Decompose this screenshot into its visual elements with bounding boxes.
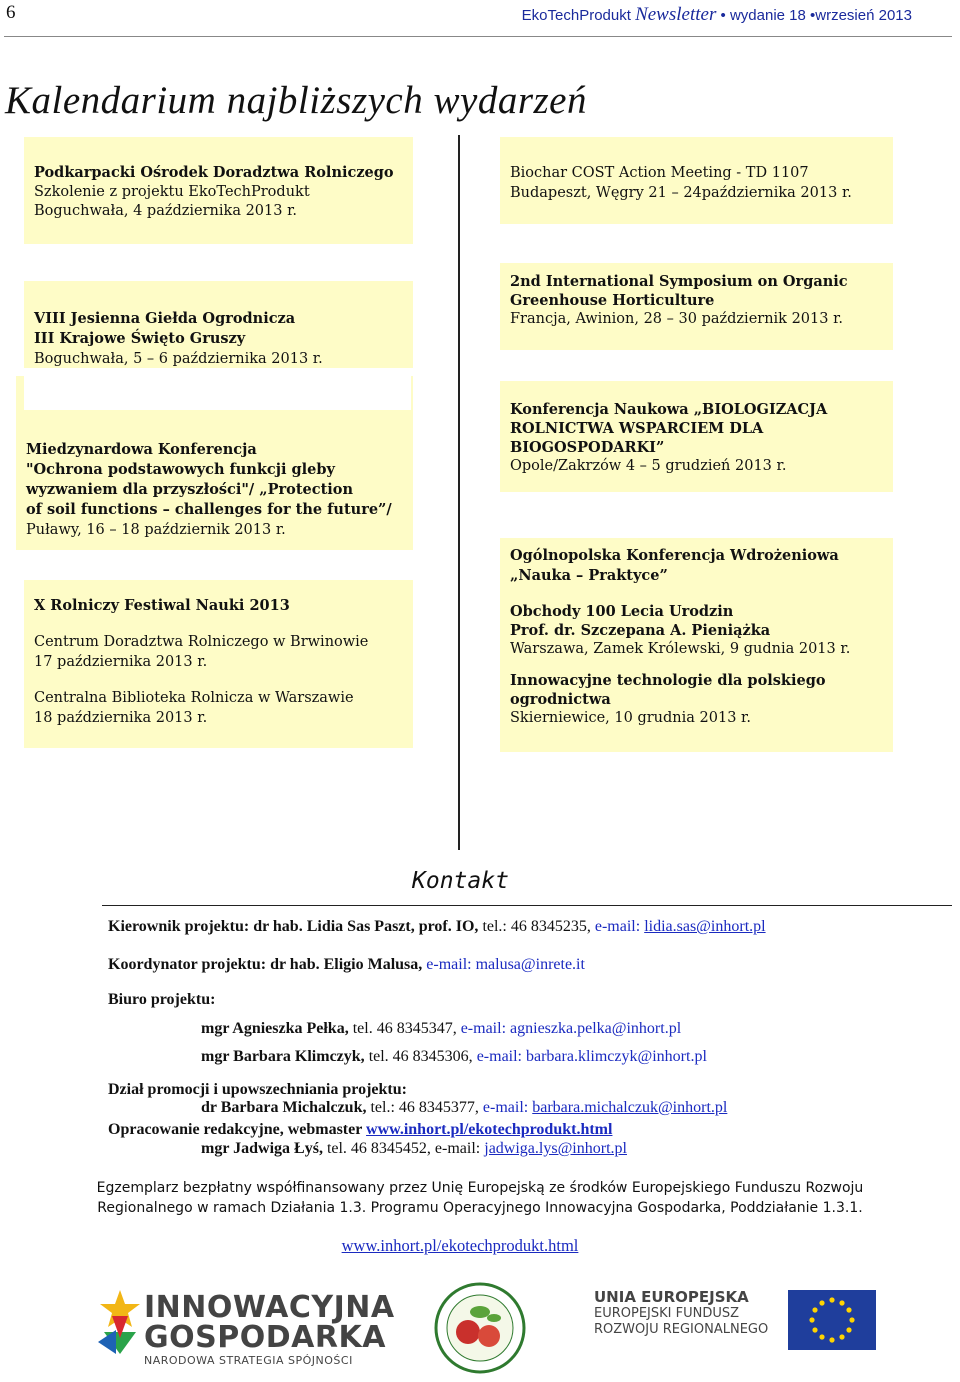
box-inner-white	[24, 376, 411, 410]
email-text: e-mail: malusa@inrete.it	[422, 956, 585, 973]
eu-flag-icon	[788, 1290, 876, 1350]
running-header	[522, 4, 912, 26]
newsletter-label: Newsletter	[635, 4, 717, 25]
event-line: ROLNICTWA WSPARCIEM DLA	[510, 420, 764, 437]
contact-person: mgr Barbara Klimczyk,	[201, 1048, 365, 1065]
event-line: Francja, Awinion, 28 – 30 październik 2013 r.	[510, 311, 844, 327]
page-number: 6	[6, 2, 16, 23]
email-label: e-mail:	[482, 1099, 533, 1116]
ig-star-icon	[98, 1286, 142, 1356]
event-line: "Ochrona podstawowych funkcji gleby	[26, 461, 335, 478]
event-line: Puławy, 16 – 18 październik 2013 r.	[26, 522, 286, 538]
contact-person: mgr Agnieszka Pełka,	[201, 1020, 349, 1037]
event-line: Warszawa, Zamek Królewski, 9 gudnia 2013 r.	[510, 641, 851, 657]
event-line: BIOGOSPODARKI”	[510, 439, 665, 456]
event-title: 2nd International Symposium on Organic	[510, 273, 848, 290]
contact-line-michalczuk	[201, 1099, 727, 1117]
funding-note	[20, 1178, 940, 1218]
contact-phone: tel. 46 8345452, e-mail:	[322, 1140, 485, 1157]
event-line: ogrodnictwa	[510, 691, 611, 708]
ekotechprodukt-seal-icon	[434, 1282, 526, 1374]
issue-date: wrzesień 2013	[815, 7, 912, 24]
event-box-biochar	[500, 137, 893, 224]
header-rule	[4, 36, 952, 37]
contact-line-promocja	[108, 1081, 407, 1099]
innowacyjna-gospodarka-logo	[98, 1282, 395, 1382]
event-line: Boguchwała, 4 października 2013 r.	[34, 203, 298, 219]
event-title: Biochar COST Action Meeting - TD 1107	[510, 165, 809, 181]
ig-subtitle: NARODOWA STRATEGIA SPÓJNOŚCI	[144, 1354, 353, 1367]
contact-phone: tel. 46 8345306,	[364, 1048, 477, 1065]
event-line: III Krajowe Święto Gruszy	[34, 330, 246, 347]
spacer	[510, 659, 887, 671]
event-title: Konferencja Naukowa „BIOLOGIZACJA	[510, 401, 828, 418]
event-box-festiwal	[24, 580, 413, 748]
event-content-konferencja-gleby	[16, 440, 413, 540]
email-link[interactable]: lidia.sas@inhort.pl	[644, 918, 766, 935]
event-line: Innowacyjne technologie dla polskiego	[510, 672, 826, 689]
spacer	[34, 672, 407, 688]
event-line: 18 października 2013 r.	[34, 710, 208, 726]
header-separator: •	[805, 7, 816, 24]
issue-number: wydanie 18	[729, 7, 806, 24]
contact-line-lys	[201, 1140, 627, 1158]
event-line: Budapeszt, Węgry 21 – 24października 2013 r.	[510, 185, 852, 201]
event-line: Greenhouse Horticulture	[510, 292, 715, 309]
ig-word1: INNOWACYJNA	[144, 1290, 395, 1325]
ue-line1: UNIA EUROPEJSKA	[594, 1288, 749, 1306]
funding-line: Egzemplarz bezpłatny współfinansowany przez Unię Europejską ze środków Europejskiego Funduszu Rozwoju	[96, 1180, 864, 1196]
contact-line-klimczyk	[201, 1048, 707, 1066]
spacer	[510, 586, 887, 602]
contact-person: dr Barbara Michalczuk,	[201, 1099, 367, 1116]
email-link[interactable]: barbara.michalczuk@inhort.pl	[532, 1099, 728, 1116]
event-line: Centrum Doradztwa Rolniczego w Brwinowie	[34, 634, 369, 650]
email-link[interactable]: jadwiga.lys@inhort.pl	[484, 1140, 627, 1157]
contact-heading: Kontakt	[412, 868, 509, 894]
contact-line-kierownik	[108, 918, 766, 936]
email-label: e-mail:	[594, 918, 645, 935]
event-title: Miedzynardowa Konferencja	[26, 441, 257, 458]
event-title: Ogólnopolska Konferencja Wdrożeniowa	[510, 547, 839, 564]
event-line: Szkolenie z projektu EkoTechProdukt	[34, 184, 310, 200]
event-line: of soil functions – challenges for the future”/	[26, 501, 392, 518]
event-line: Opole/Zakrzów 4 – 5 grudzień 2013 r.	[510, 458, 787, 474]
brand-name: EkoTechProdukt	[521, 7, 631, 24]
website-link[interactable]: www.inhort.pl/ekotechprodukt.html	[366, 1121, 613, 1138]
contact-line-webmaster	[108, 1121, 612, 1139]
contact-role: Opracowanie redakcyjne, webmaster	[108, 1121, 367, 1138]
email-text: e-mail: barbara.klimczyk@inhort.pl	[476, 1048, 707, 1065]
email-text: e-mail: agnieszka.pelka@inhort.pl	[460, 1020, 682, 1037]
contact-person: mgr Jadwiga Łyś,	[201, 1140, 323, 1157]
event-title: VIII Jesienna Giełda Ogrodnicza	[34, 310, 296, 327]
event-title: Podkarpacki Ośrodek Doradztwa Rolniczego	[34, 164, 394, 181]
event-box-symposium	[500, 263, 893, 350]
contact-phone: tel. 46 8345347,	[348, 1020, 461, 1037]
contact-line-pelka	[201, 1020, 681, 1038]
event-title: X Rolniczy Festiwal Nauki 2013	[34, 597, 290, 614]
page-title: Kalendarium najbliższych wydarzeń	[5, 79, 587, 122]
ue-line3: ROZWOJU REGIONALNEGO	[594, 1322, 769, 1337]
contact-role: Koordynator projektu: dr hab. Eligio Malusa,	[108, 956, 423, 973]
event-line: Prof. dr. Szczepana A. Pieniążka	[510, 622, 771, 639]
contact-section-label: Dział promocji i upowszechniania projektu:	[108, 1081, 407, 1098]
spacer	[34, 616, 407, 632]
contact-role: Kierownik projektu: dr hab. Lidia Sas Paszt, prof. IO,	[108, 918, 479, 935]
event-line: Boguchwała, 5 – 6 października 2013 r.	[34, 351, 323, 367]
header-separator: •	[716, 7, 730, 24]
event-line: „Nauka – Praktyce”	[510, 567, 668, 584]
event-line: Centralna Biblioteka Rolnicza w Warszawie	[34, 690, 354, 706]
contact-phone: tel.: 46 8345235,	[478, 918, 595, 935]
website-link[interactable]: www.inhort.pl/ekotechprodukt.html	[341, 1236, 579, 1255]
contact-line-koordynator	[108, 956, 585, 974]
ue-line2: EUROPEJSKI FUNDUSZ	[594, 1306, 740, 1321]
contact-line-biuro	[108, 991, 215, 1009]
event-box-podkarpacki	[24, 137, 413, 244]
contact-phone: tel.: 46 8345377,	[366, 1099, 483, 1116]
event-line: wyzwaniem dla przyszłości"/ „Protection	[26, 481, 353, 498]
event-box-gielda	[24, 281, 413, 368]
ig-word2: GOSPODARKA	[144, 1320, 386, 1355]
event-line: Skierniewice, 10 grudnia 2013 r.	[510, 710, 751, 726]
event-line: Obchody 100 Lecia Urodzin	[510, 603, 734, 620]
column-divider	[458, 135, 460, 850]
event-line: 17 października 2013 r.	[34, 654, 208, 670]
funding-line: Regionalnego w ramach Działania 1.3. Programu Operacyjnego Innowacyjna Gospodarka, Poddziałanie 1.3.1.	[97, 1200, 863, 1216]
event-box-biologizacja	[500, 381, 893, 492]
contact-rule	[102, 905, 952, 906]
contact-section-label: Biuro projektu:	[108, 991, 216, 1008]
unia-europejska-logo	[594, 1288, 769, 1368]
event-box-wdrozeniowa	[500, 538, 893, 752]
